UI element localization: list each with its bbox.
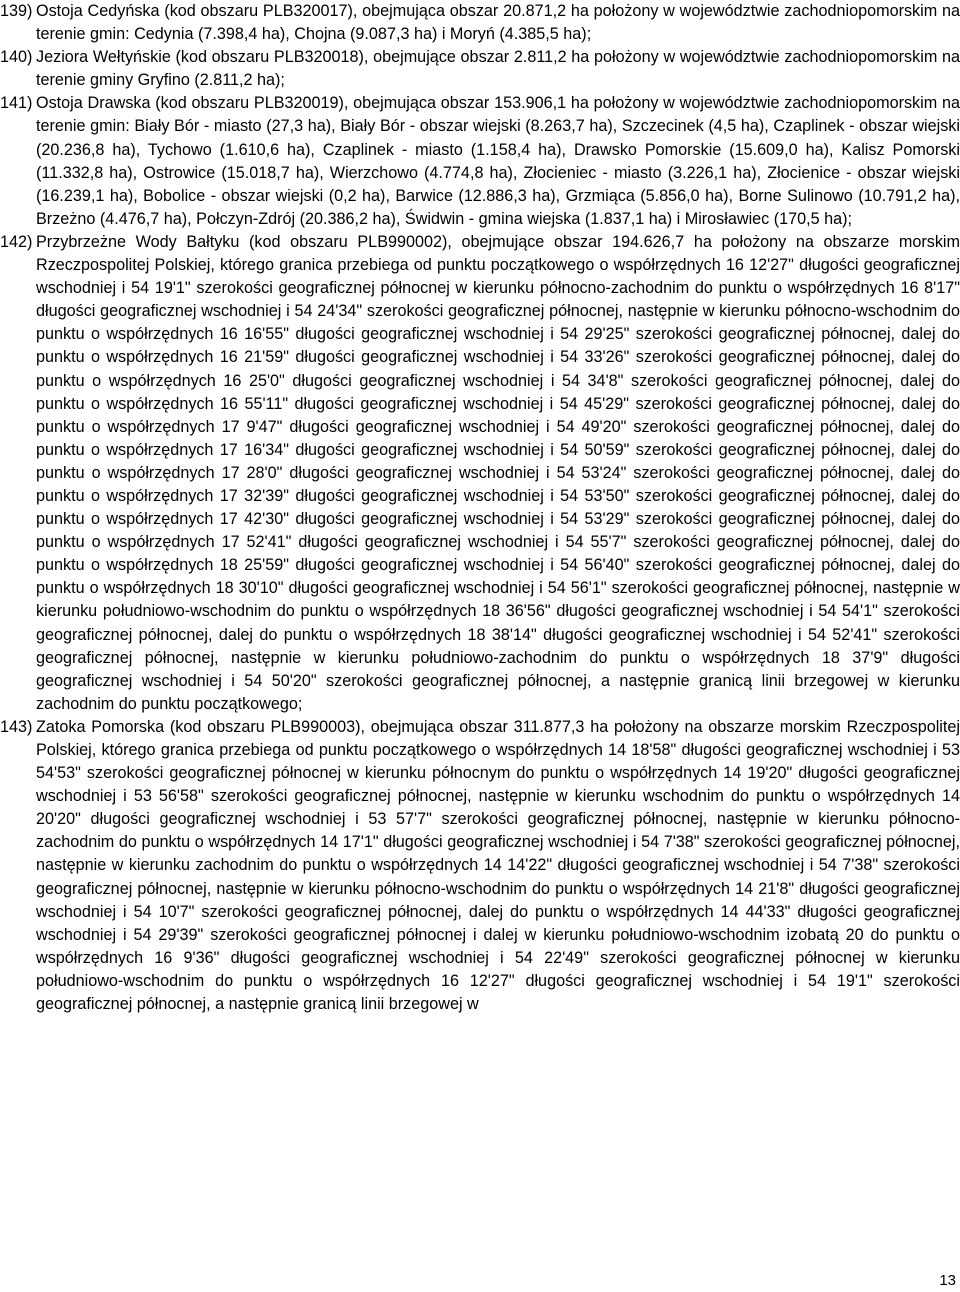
list-item bbox=[0, 231, 960, 716]
item-number: 142) bbox=[0, 232, 33, 251]
item-text: Jeziora Wełtyńskie (kod obszaru PLB320018), obejmujące obszar 2.811,2 ha położony w województwie zachodniopomorskim na terenie gminy Gryfino (2.811,2 ha); bbox=[36, 48, 960, 90]
list-item bbox=[0, 716, 960, 1016]
list-item bbox=[0, 0, 960, 46]
item-text: Ostoja Drawska (kod obszaru PLB320019), obejmująca obszar 153.906,1 ha położony w województwie zachodniopomorskim na terenie gmin: Biały Bór - miasto (27,3 ha), Biały Bór - obszar wiejski (8.263,7 ha), Szczecinek (4,5 ha), Czaplinek - obszar wiejski (20.236,8 ha), Tychowo (1.610,6 ha), Czaplinek - miasto (1.158,4 ha), Drawsko Pomorskie (15.609,0 ha), Kalisz Pomorski (11.332,8 ha), Ostrowice (15.018,7 ha), Wierzchowo (4.774,8 ha), Złocieniec - miasto (3.226,1 ha), Złocienice - obszar wiejski (16.239,1 ha), Bobolice - obszar wiejski (0,2 ha), Barwice (12.886,3 ha), Grzmiąca (5.856,0 ha), Borne Sulinowo (10.791,2 ha), Brzeżno (4.476,7 ha), Połczyn-Zdrój (20.386,2 ha), Świdwin - gmina wiejska (1.837,1 ha) i Mirosławiec (170,5 ha); bbox=[36, 94, 960, 228]
item-text: Ostoja Cedyńska (kod obszaru PLB320017), obejmująca obszar 20.871,2 ha położony w województwie zachodniopomorskim na terenie gmin: Cedynia (7.398,4 ha), Chojna (9.087,3 ha) i Moryń (4.385,5 ha); bbox=[36, 2, 960, 44]
item-number: 140) bbox=[0, 48, 33, 67]
page-number: 13 bbox=[939, 1272, 956, 1289]
item-number: 143) bbox=[0, 717, 33, 736]
list-item bbox=[0, 46, 960, 92]
item-text: Przybrzeżne Wody Bałtyku (kod obszaru PLB990002), obejmujące obszar 194.626,7 ha położony na obszarze morskim Rzeczpospolitej Polskiej, którego granica przebiega od punktu początkowego o współrzędnych 16 12'27" długości geograficznej wschodniej i 54 19'1" szerokości geograficznej północnej w kierunku północno-zachodnim do punktu o współrzędnych 16 8'17" długości geograficznej wschodniej i 54 24'34" szerokości geograficznej północnej, następnie w kierunku północno-wschodnim do punktu o współrzędnych 16 16'55" długości geograficznej wschodniej i 54 29'25" szerokości geograficznej północnej, dalej do punktu o współrzędnych 16 21'59" długości geograficznej wschodniej i 54 33'26" szerokości geograficznej północnej, dalej do punktu o współrzędnych 16 25'0" długości geograficznej wschodniej i 54 34'8" szerokości geograficznej północnej, dalej do punktu o współrzędnych 16 55'11" długości geograficznej wschodniej i 54 45'29" szerokości geograficznej północnej, dalej do punktu o współrzędnych 17 9'47" długości geograficznej wschodniej i 54 49'20" szerokości geograficznej północnej, dalej do punktu o współrzędnych 17 16'34" długości geograficznej wschodniej i 54 50'59" szerokości geograficznej północnej, dalej do punktu o współrzędnych 17 28'0" długości geograficznej wschodniej i 54 53'24" szerokości geograficznej północnej, dalej do punktu o współrzędnych 17 32'39" długości geograficznej wschodniej i 54 53'50" szerokości geograficznej północnej, dalej do punktu o współrzędnych 17 42'30" długości geograficznej wschodniej i 54 53'29" szerokości geograficznej północnej, dalej do punktu o współrzędnych 17 52'41" długości geograficznej wschodniej i 54 55'7" szerokości geograficznej północnej, dalej do punktu o współrzędnych 18 25'59" długości geograficznej wschodniej i 54 56'40" szerokości geograficznej północnej, dalej do punktu o współrzędnych 18 30'10" długości geograficznej wschodniej i 54 56'1" szerokości geograficznej północnej, następnie w kierunku południowo-wschodnim do punktu o współrzędnych 18 36'56" długości geograficznej wschodniej i 54 54'1" szerokości geograficznej północnej, dalej do punktu o współrzędnych 18 38'14" długości geograficznej wschodniej i 54 52'41" szerokości geograficznej północnej, następnie w kierunku południowo-zachodnim do punktu o współrzędnych 18 37'9" długości geograficznej wschodniej i 54 50'20" szerokości geograficznej północnej, a następnie granicą linii brzegowej w kierunku zachodnim do punktu początkowego; bbox=[36, 232, 960, 713]
item-text: Zatoka Pomorska (kod obszaru PLB990003), obejmująca obszar 311.877,3 ha położony na obszarze morskim Rzeczpospolitej Polskiej, którego granica przebiega od punktu początkowego o współrzędnych 14 18'58" długości geograficznej wschodniej i 53 54'53" szerokości geograficznej północnej w kierunku północnym do punktu o współrzędnych 14 19'20" długości geograficznej wschodniej i 53 56'58" szerokości geograficznej północnej, następnie w kierunku wschodnim do punktu o współrzędnych 14 20'20" długości geograficznej wschodniej i 53 57'7" szerokości geograficznej północnej, następnie w kierunku północno-zachodnim do punktu o współrzędnych 14 17'1" długości geograficznej wschodniej i 54 7'38" szerokości geograficznej północnej, następnie w kierunku zachodnim do punktu o współrzędnych 14 14'22" długości geograficznej wschodniej i 54 7'38" szerokości geograficznej północnej, następnie w kierunku północno-wschodnim do punktu o współrzędnych 14 21'8" długości geograficznej wschodniej i 54 10'7" szerokości geograficznej północnej, dalej do punktu o współrzędnych 14 44'33" długości geograficznej wschodniej i 54 29'39" szerokości geograficznej północnej i dalej w kierunku południowo-wschodnim izobatą 20 do punktu o współrzędnych 16 9'36" długości geograficznej wschodniej i 54 22'49" szerokości geograficznej północnej w kierunku południowo-wschodnim do punktu o współrzędnych 16 12'27" długości geograficznej wschodniej i 54 19'1" szerokości geograficznej północnej, a następnie granicą linii brzegowej w bbox=[36, 717, 960, 1014]
item-number: 141) bbox=[0, 94, 33, 113]
item-number: 139) bbox=[0, 2, 33, 20]
list-item bbox=[0, 92, 960, 231]
